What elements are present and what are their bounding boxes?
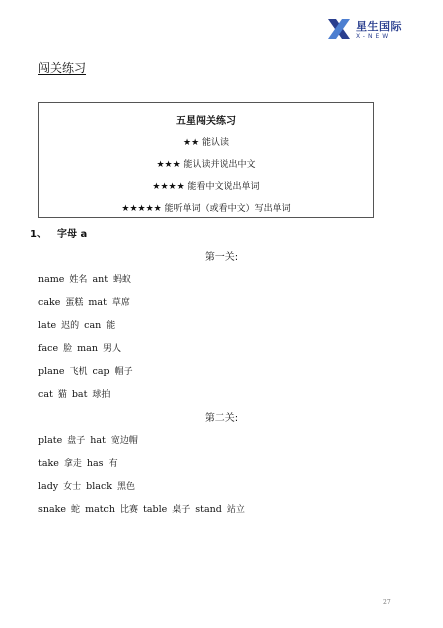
word-cn: 拿走 xyxy=(63,459,82,469)
word-en: cake xyxy=(38,297,61,308)
word-cn: 女士 xyxy=(63,482,82,492)
word-cn: 猫 xyxy=(57,390,67,400)
word-cn: 桌子 xyxy=(172,505,191,515)
vocab-row xyxy=(38,387,115,400)
letter-heading xyxy=(30,225,87,240)
brand-name-cn: 星生国际 xyxy=(356,20,402,33)
word-en: plane xyxy=(38,366,65,377)
word-en: late xyxy=(38,320,57,331)
word-en: has xyxy=(86,458,104,469)
word-cn: 站立 xyxy=(226,505,245,515)
word-cn: 脸 xyxy=(63,344,73,354)
vocab-row xyxy=(38,272,136,285)
word-cn: 有 xyxy=(108,459,118,469)
brand-logo xyxy=(326,16,426,46)
star-rating-box xyxy=(38,102,374,218)
word-en: can xyxy=(84,320,102,331)
heading-text: 字母 a xyxy=(56,229,88,240)
page-number: 27 xyxy=(383,599,391,606)
word-cn: 迟的 xyxy=(61,321,80,331)
word-en: lady xyxy=(38,481,59,492)
word-cn: 帽子 xyxy=(114,367,133,377)
word-cn: 能 xyxy=(106,321,116,331)
word-cn: 姓名 xyxy=(69,275,88,285)
word-cn: 蛋糕 xyxy=(65,298,84,308)
heading-number: 1、 xyxy=(30,229,47,240)
word-cn: 蚂蚁 xyxy=(113,275,132,285)
box-line-five-stars: ★★★★★ 能听单词（或看中文）写出单词 xyxy=(121,204,291,214)
level-two-title: 第二关: xyxy=(204,413,239,424)
word-en: name xyxy=(38,274,65,285)
section-title: 闯关练习 xyxy=(38,61,87,75)
word-cn: 黑色 xyxy=(117,482,136,492)
word-en: cat xyxy=(38,389,53,400)
brand-name-en: X-NEW xyxy=(356,33,392,40)
word-en: face xyxy=(38,343,59,354)
word-cn: 球拍 xyxy=(92,390,111,400)
word-cn: 宽边帽 xyxy=(110,436,138,446)
vocab-row xyxy=(38,502,250,515)
vocab-row xyxy=(38,479,140,492)
word-cn: 比赛 xyxy=(120,505,139,515)
word-cn: 盘子 xyxy=(67,436,86,446)
word-en: table xyxy=(143,504,168,515)
word-en: bat xyxy=(71,389,88,400)
word-en: cap xyxy=(92,366,110,377)
word-cn: 男人 xyxy=(102,344,121,354)
word-en: mat xyxy=(88,297,107,308)
box-title: 五星闯关练习 xyxy=(176,116,236,127)
word-en: snake xyxy=(38,504,67,515)
level-one-title: 第一关: xyxy=(204,252,239,263)
vocab-row xyxy=(38,364,138,377)
x-logo-icon xyxy=(326,16,352,42)
word-en: plate xyxy=(38,435,63,446)
box-line-two-stars: ★★ 能认读 xyxy=(183,138,229,148)
word-en: take xyxy=(38,458,59,469)
word-en: stand xyxy=(195,504,222,515)
vocab-row xyxy=(38,341,126,354)
word-en: hat xyxy=(90,435,106,446)
box-line-three-stars: ★★★ 能认读并说出中文 xyxy=(156,160,256,170)
word-en: black xyxy=(86,481,113,492)
vocab-row xyxy=(38,456,123,469)
word-cn: 草席 xyxy=(111,298,130,308)
box-line-four-stars: ★★★★ 能看中文说出单词 xyxy=(152,182,260,192)
word-en: ant xyxy=(92,274,109,285)
word-en: match xyxy=(85,504,115,515)
vocab-row xyxy=(38,295,135,308)
word-cn: 飞机 xyxy=(69,367,88,377)
word-cn: 蛇 xyxy=(71,505,81,515)
vocab-row xyxy=(38,318,120,331)
vocab-row xyxy=(38,433,143,446)
word-en: man xyxy=(77,343,98,354)
